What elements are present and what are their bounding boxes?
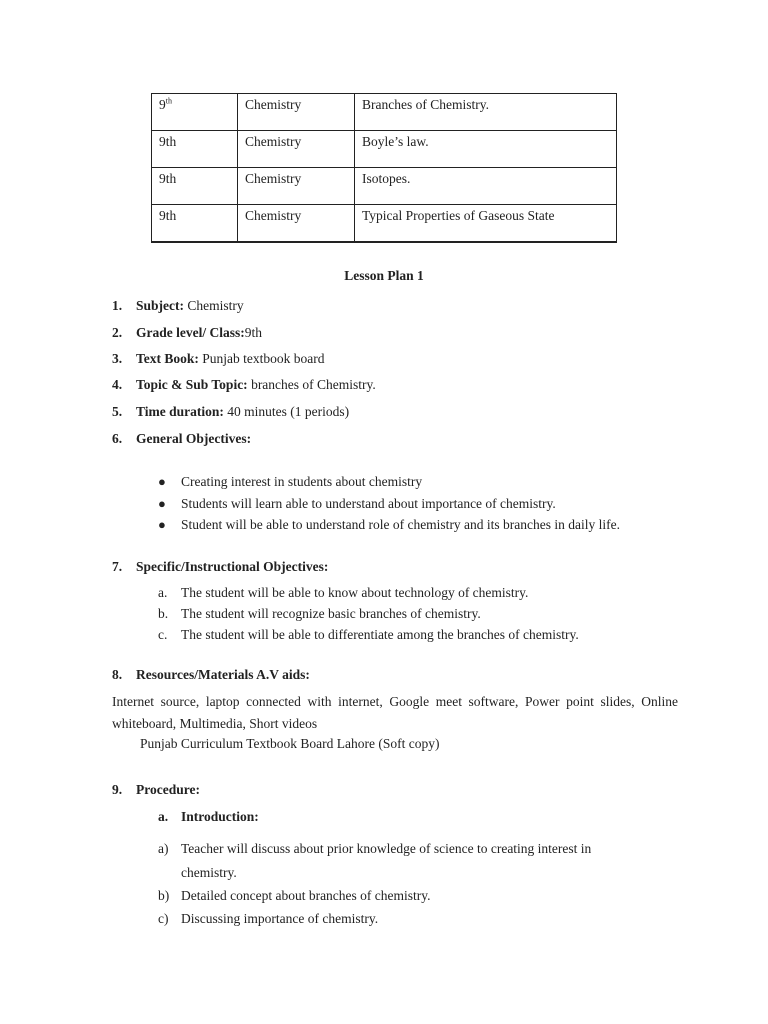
item-content — [136, 403, 349, 421]
table-cell-grade — [152, 94, 238, 131]
item-label: Topic & Sub Topic: — [136, 377, 248, 392]
item-letter: a. — [158, 809, 169, 824]
item-label: Specific/Instructional Objectives: — [136, 559, 329, 574]
table-cell-grade — [152, 131, 238, 168]
table-cell-subject: Chemistry — [238, 94, 355, 131]
item-content — [136, 297, 244, 315]
item-label: Text Book: — [136, 351, 199, 366]
bullet-icon: ● — [158, 517, 166, 532]
table-cell-grade — [152, 205, 238, 243]
item-text: chemistry. — [181, 865, 237, 880]
item-number: 6. — [112, 431, 123, 446]
item-value: Chemistry — [184, 298, 244, 313]
item-content — [136, 376, 376, 394]
topics-table — [151, 93, 617, 243]
item-label: Resources/Materials A.V aids: — [136, 667, 310, 682]
resources-paragraph: Internet source, laptop connected with internet, Google meet software, Power point slides, Online whiteboard, Multimedia, Short videos — [112, 694, 678, 731]
item-text: Discussing importance of chemistry. — [181, 911, 379, 926]
table-cell-topic: Isotopes. — [355, 168, 617, 205]
item-value: Punjab textbook board — [198, 351, 325, 366]
bullet-text: Creating interest in students about chemistry — [181, 474, 423, 489]
item-letter: a) — [158, 841, 169, 856]
item-letter: a. — [158, 585, 168, 600]
table-cell-grade — [152, 168, 238, 205]
item-content — [136, 350, 325, 368]
bullet-icon: ● — [158, 496, 166, 511]
item-content — [136, 324, 262, 342]
table-row — [152, 205, 617, 243]
item-number: 1. — [112, 298, 123, 313]
item-value: 9th — [244, 325, 262, 340]
item-letter: b) — [158, 888, 170, 903]
item-label: Introduction: — [181, 809, 259, 824]
bullet-icon: ● — [158, 474, 166, 489]
item-letter: b. — [158, 606, 169, 621]
item-value: branches of Chemistry. — [247, 377, 376, 392]
item-value: 40 minutes (1 periods) — [223, 404, 350, 419]
page-title: Lesson Plan 1 — [344, 268, 424, 283]
item-text: Teacher will discuss about prior knowledge of science to creating interest in — [181, 841, 592, 856]
item-letter: c) — [158, 911, 169, 926]
bullet-text: Student will be able to understand role of chemistry and its branches in daily life. — [181, 517, 621, 532]
grade-text: 9th — [159, 134, 177, 149]
table-row — [152, 168, 617, 205]
grade-text: 9th — [159, 208, 177, 223]
table-cell-subject: Chemistry — [238, 168, 355, 205]
item-label: General Objectives: — [136, 431, 252, 446]
item-label: Grade level/ Class: — [136, 325, 245, 340]
item-number: 5. — [112, 404, 123, 419]
item-number: 9. — [112, 782, 123, 797]
table-cell-topic: Branches of Chemistry. — [355, 94, 617, 131]
bullet-text: Students will learn able to understand about importance of chemistry. — [181, 496, 556, 511]
table-cell-topic: Typical Properties of Gaseous State — [355, 205, 617, 243]
item-number: 2. — [112, 325, 123, 340]
item-text: The student will recognize basic branches of chemistry. — [181, 606, 481, 621]
item-number: 3. — [112, 351, 123, 366]
resources-paragraph-line: Punjab Curriculum Textbook Board Lahore (Soft copy) — [140, 736, 440, 751]
item-text: The student will be able to differentiate among the branches of chemistry. — [181, 627, 579, 642]
table-cell-topic: Boyle’s law. — [355, 131, 617, 168]
grade-superscript: th — [165, 96, 172, 106]
item-content — [136, 430, 251, 448]
table-cell-subject: Chemistry — [238, 205, 355, 243]
item-number: 7. — [112, 559, 123, 574]
table-row — [152, 94, 617, 131]
table-row — [152, 131, 617, 168]
item-label: Subject: — [136, 298, 184, 313]
grade-text: 9 — [159, 97, 166, 112]
item-label: Time duration: — [136, 404, 224, 419]
item-letter: c. — [158, 627, 168, 642]
item-text: The student will be able to know about technology of chemistry. — [181, 585, 529, 600]
table-cell-subject: Chemistry — [238, 131, 355, 168]
item-number: 8. — [112, 667, 123, 682]
item-text: Detailed concept about branches of chemistry. — [181, 888, 431, 903]
item-label: Procedure: — [136, 782, 200, 797]
grade-text: 9th — [159, 171, 177, 186]
item-number: 4. — [112, 377, 123, 392]
